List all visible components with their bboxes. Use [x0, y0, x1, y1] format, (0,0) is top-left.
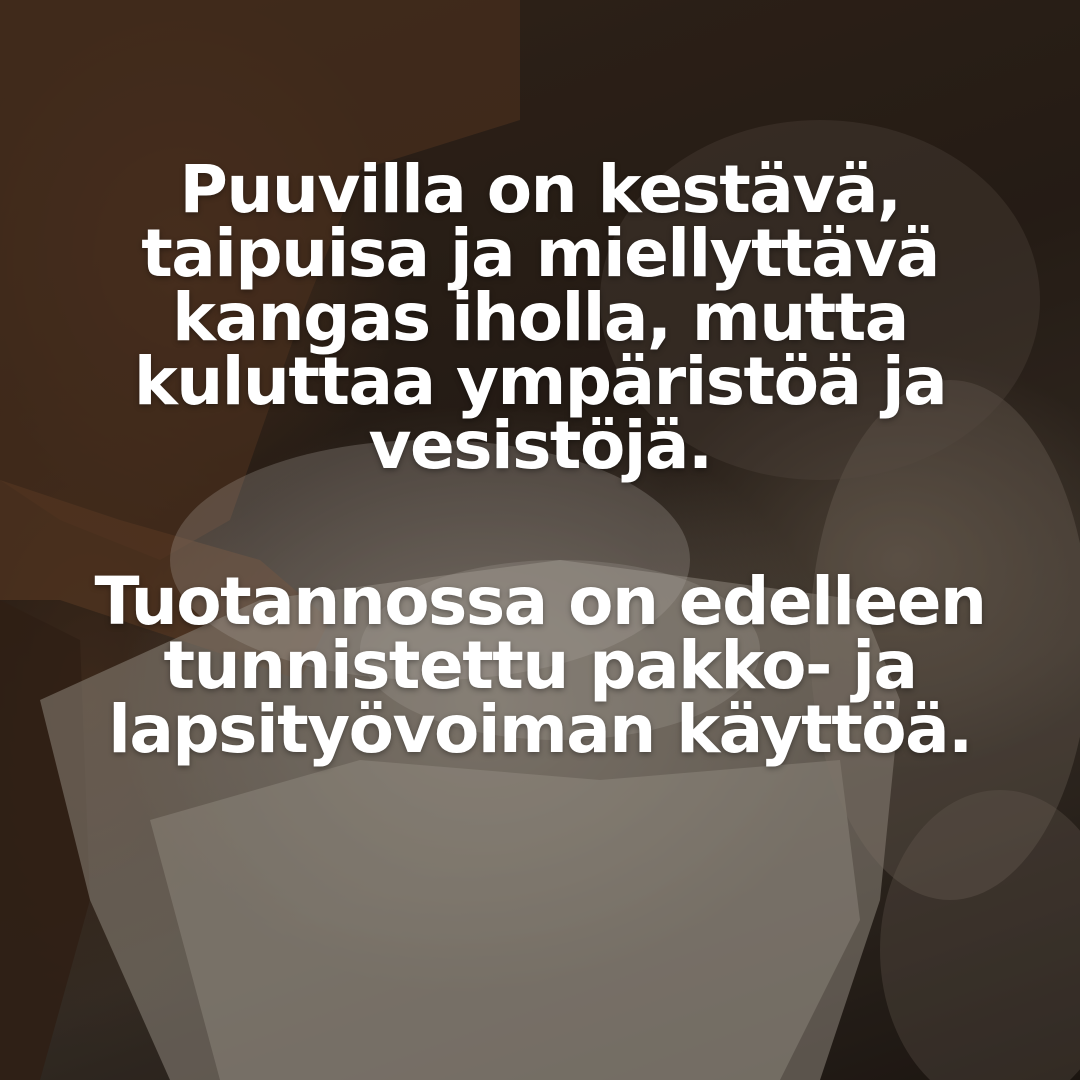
- text-line: kuluttaa ympäristöä ja: [133, 343, 947, 420]
- text-line: lapsityövoiman käyttöä.: [108, 691, 972, 768]
- text-line: vesistöjä.: [368, 407, 712, 484]
- headline-text-block: [40, 151, 1040, 768]
- text-line: Puuvilla on kestävä,: [179, 151, 901, 228]
- text-line: Tuotannossa on edelleen: [94, 563, 986, 640]
- paragraph-labor: [40, 563, 1040, 768]
- text-line: taipuisa ja miellyttävä: [141, 215, 939, 292]
- text-line: kangas iholla, mutta: [172, 279, 908, 356]
- paragraph-environment: [40, 151, 1040, 484]
- text-line: tunnistettu pakko- ja: [163, 627, 917, 704]
